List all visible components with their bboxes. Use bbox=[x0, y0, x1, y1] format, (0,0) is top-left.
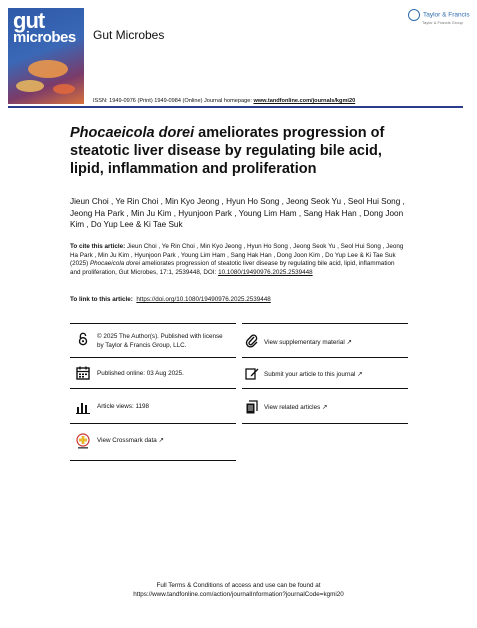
divider bbox=[242, 388, 408, 389]
pencil-icon bbox=[245, 366, 259, 380]
article-link-line bbox=[70, 296, 271, 303]
calendar-icon bbox=[76, 366, 90, 380]
divider bbox=[242, 323, 408, 324]
divider bbox=[70, 460, 236, 461]
paperclip-icon bbox=[245, 334, 259, 348]
bar-chart-icon bbox=[76, 400, 90, 414]
cover-art-shape bbox=[53, 84, 75, 94]
submit-article-text: Submit your article to this journal bbox=[264, 371, 356, 378]
supplementary-material-text: View supplementary material bbox=[264, 339, 345, 346]
crossmark-link[interactable] bbox=[97, 437, 164, 446]
external-link-icon: ↗ bbox=[346, 339, 352, 346]
footer bbox=[0, 582, 477, 599]
article-doi-link[interactable]: https://doi.org/10.1080/19490976.2025.2539448 bbox=[136, 296, 271, 303]
citation-block bbox=[70, 243, 406, 277]
supplementary-material-link[interactable] bbox=[264, 339, 352, 348]
published-online-date: Published online: 03 Aug 2025. bbox=[97, 370, 184, 377]
journal-homepage-link[interactable]: www.tandfonline.com/journals/kgmi20 bbox=[253, 98, 356, 104]
footer-terms-text: Full Terms & Conditions of access and use can be found at bbox=[156, 582, 321, 589]
license-text: © 2025 The Author(s). Published with license by Taylor & Francis Group, LLC. bbox=[97, 333, 223, 349]
header-rule bbox=[8, 106, 463, 108]
article-title bbox=[70, 124, 400, 178]
citation-label: To cite this article: bbox=[70, 243, 126, 250]
divider bbox=[70, 388, 236, 389]
divider bbox=[242, 357, 408, 358]
article-views: Article views: 1198 bbox=[97, 403, 150, 410]
external-link-icon: ↗ bbox=[321, 404, 328, 411]
document-icon bbox=[245, 400, 259, 414]
cover-title-line1: gut bbox=[13, 8, 45, 33]
journal-cover-image[interactable] bbox=[8, 8, 84, 104]
publisher-logo-icon bbox=[408, 9, 420, 21]
related-articles-link[interactable] bbox=[264, 404, 327, 413]
journal-name: Gut Microbes bbox=[93, 28, 165, 42]
cover-art-shape bbox=[16, 80, 44, 92]
divider bbox=[70, 357, 236, 358]
article-link-label: To link to this article: bbox=[70, 296, 133, 303]
divider bbox=[70, 323, 236, 324]
publisher-tagline: Taylor & Francis Group bbox=[422, 20, 463, 25]
issn-line bbox=[93, 98, 355, 104]
citation-doi-link[interactable]: 10.1080/19490976.2025.2539448 bbox=[218, 268, 313, 276]
publisher-logo[interactable] bbox=[408, 9, 470, 25]
cover-art-shape bbox=[28, 60, 68, 78]
external-link-icon: ↗ bbox=[357, 371, 363, 378]
external-link-icon: ↗ bbox=[158, 437, 164, 444]
divider bbox=[242, 423, 408, 424]
submit-article-link[interactable] bbox=[264, 371, 362, 380]
title-rest: ameliorates progression of steatotic liver disease by regulating bile acid, lipid, inflammation and proliferation bbox=[70, 125, 385, 177]
footer-terms-link[interactable]: https://www.tandfonline.com/action/journalInformation?journalCode=kgmi20 bbox=[133, 590, 344, 598]
author-list: Jieun Choi , Ye Rin Choi , Min Kyo Jeong , Hyun Ho Song , Jeong Seok Yu , Seol Hui Song , Jeong Ha Park , Min Ju Kim , Hyunjoon Park , Young Lim Ham , Sang Hak Han , Dong Joon Kim , Do Yup Lee & Ki Tae Suk bbox=[70, 197, 405, 229]
citation-rest: ameliorates progression of steatotic liver disease by regulating bile acid, lipid, inflammation and proliferation, Gut Microbes, 17:1, 2539448, DOI: bbox=[70, 260, 395, 276]
crossmark-link-text: View Crossmark data bbox=[97, 437, 157, 444]
citation-species: Phocaeicola dorei bbox=[89, 260, 141, 268]
issn-text: ISSN: 1949-0976 (Print) 1949-0984 (Online) Journal homepage: bbox=[93, 98, 254, 104]
title-species: Phocaeicola dorei bbox=[70, 125, 195, 141]
cover-title-line2: microbes bbox=[13, 29, 76, 46]
publisher-name: Taylor & Francis bbox=[423, 11, 470, 19]
citation-authors: Jieun Choi , Ye Rin Choi , Min Kyo Jeong , Hyun Ho Song , Jeong Seok Yu , Seol Hui Song , Jeong Ha Park , Min Ju Kim , Hyunjoon Park , Young Lim Ham , Sang Hak Han , Dong Joon Kim , Do Yup Lee & Ki Tae Suk (2025) bbox=[70, 243, 404, 268]
crossmark-icon[interactable] bbox=[76, 433, 90, 450]
divider bbox=[70, 423, 236, 424]
open-access-icon bbox=[76, 332, 90, 346]
related-articles-text: View related articles bbox=[264, 404, 321, 411]
